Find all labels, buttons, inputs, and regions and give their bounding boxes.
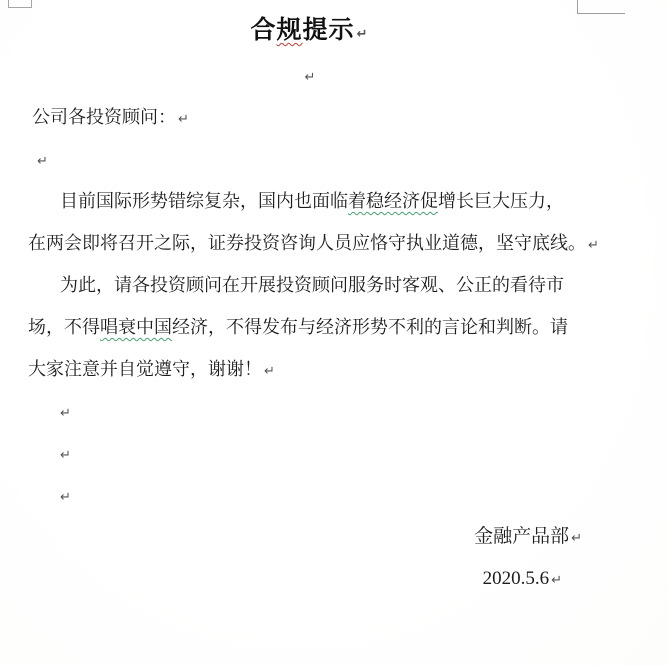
empty-line	[28, 138, 590, 180]
title-text-1: 合	[250, 17, 277, 44]
title-text-2: 提示	[302, 17, 355, 44]
paragraph-mark-icon: ↵	[60, 490, 71, 505]
empty-line	[28, 432, 590, 474]
body-text: 目前国际形势错综复杂，国内也面临	[60, 191, 348, 211]
paragraph1-line1	[28, 180, 590, 222]
date-text: 2020.5.6	[482, 568, 550, 589]
empty-line	[28, 54, 590, 96]
paragraph-mark-icon: ↵	[60, 448, 71, 463]
paragraph-mark-icon: ↵	[551, 573, 562, 588]
body-text-spellcheck: 唱衰中国	[100, 317, 172, 337]
paragraph2-line1	[28, 264, 590, 306]
paragraph2-line3	[28, 348, 590, 390]
body-text: 经济，不得发布与经济形势不利的言论和判断。请	[172, 317, 568, 337]
paragraph-mark-icon: ↵	[37, 154, 48, 169]
body-text: 在两会即将召开之际，证券投资咨询人员应恪守执业道德，坚守底线。	[28, 233, 586, 253]
date-line	[28, 558, 590, 600]
body-text: 为此，请各投资顾问在开展投资顾问服务时客观、公正的看待市	[60, 275, 564, 295]
empty-line	[28, 390, 590, 432]
body-text: 增长巨大压力，	[438, 191, 564, 211]
body-text-spellcheck: 着稳经济促	[348, 191, 438, 211]
signature-text: 金融产品部	[474, 526, 570, 547]
paragraph-mark-icon: ↵	[264, 364, 275, 379]
paragraph-mark-icon: ↵	[571, 531, 582, 546]
salutation-line	[28, 96, 590, 138]
text-body	[28, 8, 599, 600]
paragraph-mark-icon: ↵	[304, 70, 316, 85]
salutation-text: 公司各投资顾问：	[32, 107, 176, 127]
body-text: 大家注意并自觉遵守，谢谢！	[28, 359, 262, 379]
paragraph-mark-icon: ↵	[588, 238, 599, 253]
paragraph-mark-icon: ↵	[178, 112, 189, 127]
paragraph-mark-icon: ↵	[356, 27, 368, 42]
paragraph1-line2	[28, 222, 599, 264]
signature-line	[28, 516, 590, 558]
page-title	[28, 8, 590, 54]
margin-crop-mark-top-left	[8, 0, 32, 8]
paragraph2-line2	[28, 306, 590, 348]
title-text-spellcheck: 规	[276, 17, 303, 44]
body-text: 场，不得	[28, 317, 100, 337]
empty-line	[28, 474, 590, 516]
paragraph-mark-icon: ↵	[60, 406, 71, 421]
